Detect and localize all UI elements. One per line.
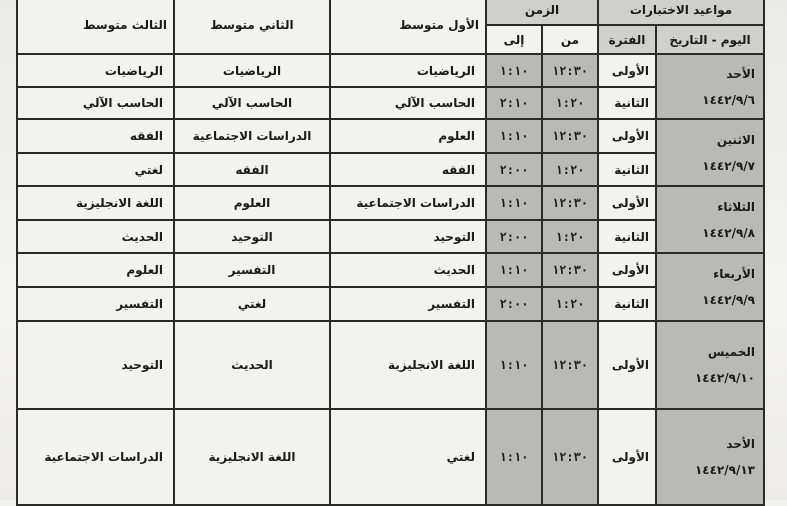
from-cell: ١:٢٠ bbox=[542, 220, 598, 253]
to-cell: ٢:٠٠ bbox=[486, 287, 542, 321]
grade1-subject: اللغة الانجليزية bbox=[330, 321, 486, 409]
table-row bbox=[17, 54, 764, 87]
grade2-subject: الحديث bbox=[174, 321, 330, 409]
grade3-subject: الحاسب الآلي bbox=[17, 87, 174, 119]
table-row bbox=[17, 119, 764, 153]
period-cell: الثانية bbox=[598, 220, 656, 253]
day-name: الاثنين bbox=[716, 132, 755, 147]
grade2-subject: العلوم bbox=[174, 186, 330, 220]
grade1-subject: التفسير bbox=[330, 287, 486, 321]
to-cell: ١:١٠ bbox=[486, 54, 542, 87]
table-row bbox=[17, 87, 764, 119]
to-cell: ١:١٠ bbox=[486, 186, 542, 220]
day-date: ١٤٤٢/٩/٩ bbox=[702, 293, 755, 307]
grade2-subject: الرياضيات bbox=[174, 54, 330, 87]
day-cell bbox=[656, 409, 764, 505]
day-name: الثلاثاء bbox=[717, 199, 755, 214]
from-cell: ١٢:٣٠ bbox=[542, 253, 598, 287]
header-period: الفترة bbox=[598, 25, 656, 54]
period-cell: الأولى bbox=[598, 54, 656, 87]
header-grade3: الثالث متوسط bbox=[17, 0, 174, 54]
header-to: إلى bbox=[486, 25, 542, 54]
grade3-subject: لغتي bbox=[17, 153, 174, 186]
table-row bbox=[17, 253, 764, 287]
day-date: ١٤٤٢/٩/٧ bbox=[702, 158, 755, 173]
to-cell: ٢:٠٠ bbox=[486, 153, 542, 186]
table-row bbox=[17, 287, 764, 321]
header-grade1: الأول متوسط bbox=[330, 0, 486, 54]
grade3-subject: الحديث bbox=[17, 220, 174, 253]
grade3-subject: الرياضيات bbox=[17, 54, 174, 87]
period-cell: الأولى bbox=[598, 253, 656, 287]
period-cell: الأولى bbox=[598, 321, 656, 409]
header-time: الزمن bbox=[486, 0, 598, 25]
from-cell: ١:٢٠ bbox=[542, 287, 598, 321]
table-row bbox=[17, 220, 764, 253]
period-cell: الثانية bbox=[598, 287, 656, 321]
grade2-subject: الحاسب الآلي bbox=[174, 87, 330, 119]
day-cell bbox=[656, 253, 764, 321]
table-row bbox=[17, 186, 764, 220]
table-row bbox=[17, 321, 764, 409]
day-name: الخميس bbox=[707, 345, 755, 359]
header-from: من bbox=[542, 25, 598, 54]
day-cell bbox=[656, 119, 764, 186]
header-day-date: اليوم - التاريخ bbox=[656, 25, 764, 54]
day-date: ١٤٤٢/٩/١٣ bbox=[694, 463, 755, 477]
grade1-subject: الدراسات الاجتماعية bbox=[330, 186, 486, 220]
header-row-top bbox=[17, 0, 764, 25]
grade2-subject: اللغة الانجليزية bbox=[174, 409, 330, 505]
grade2-subject: الفقه bbox=[174, 153, 330, 186]
grade3-subject: الفقه bbox=[17, 119, 174, 153]
table-row bbox=[17, 409, 764, 505]
grade1-subject: العلوم bbox=[330, 119, 486, 153]
to-cell: ١:١٠ bbox=[486, 321, 542, 409]
day-name: الأربعاء bbox=[713, 267, 755, 281]
period-cell: الأولى bbox=[598, 186, 656, 220]
from-cell: ١٢:٣٠ bbox=[542, 186, 598, 220]
grade1-subject: لغتي bbox=[330, 409, 486, 505]
exam-schedule-table bbox=[16, 0, 765, 506]
day-date: ١٤٤٢/٩/٨ bbox=[702, 225, 755, 240]
grade1-subject: التوحيد bbox=[330, 220, 486, 253]
table-row bbox=[17, 153, 764, 186]
day-cell bbox=[656, 321, 764, 409]
grade2-subject: التفسير bbox=[174, 253, 330, 287]
grade1-subject: الحاسب الآلي bbox=[330, 87, 486, 119]
grade2-subject: لغتي bbox=[174, 287, 330, 321]
grade1-subject: الفقه bbox=[330, 153, 486, 186]
header-exam-dates: مواعيد الاختبارات bbox=[598, 0, 764, 25]
to-cell: ١:١٠ bbox=[486, 409, 542, 505]
day-date: ١٤٤٢/٩/١٠ bbox=[694, 371, 755, 385]
period-cell: الثانية bbox=[598, 87, 656, 119]
grade3-subject: الدراسات الاجتماعية bbox=[17, 409, 174, 505]
period-cell: الأولى bbox=[598, 409, 656, 505]
from-cell: ١:٢٠ bbox=[542, 87, 598, 119]
period-cell: الثانية bbox=[598, 153, 656, 186]
to-cell: ١:١٠ bbox=[486, 253, 542, 287]
from-cell: ١٢:٣٠ bbox=[542, 321, 598, 409]
grade1-subject: الحديث bbox=[330, 253, 486, 287]
grade1-subject: الرياضيات bbox=[330, 54, 486, 87]
grade3-subject: اللغة الانجليزية bbox=[17, 186, 174, 220]
header-grade2: الثاني متوسط bbox=[174, 0, 330, 54]
day-cell bbox=[656, 54, 764, 119]
from-cell: ١٢:٣٠ bbox=[542, 409, 598, 505]
to-cell: ٢:١٠ bbox=[486, 87, 542, 119]
day-date: ١٤٤٢/٩/٦ bbox=[702, 92, 755, 107]
grade2-subject: الدراسات الاجتماعية bbox=[174, 119, 330, 153]
day-cell bbox=[656, 186, 764, 253]
to-cell: ١:١٠ bbox=[486, 119, 542, 153]
from-cell: ١٢:٣٠ bbox=[542, 119, 598, 153]
from-cell: ١٢:٣٠ bbox=[542, 54, 598, 87]
from-cell: ١:٢٠ bbox=[542, 153, 598, 186]
grade2-subject: التوحيد bbox=[174, 220, 330, 253]
period-cell: الأولى bbox=[598, 119, 656, 153]
to-cell: ٢:٠٠ bbox=[486, 220, 542, 253]
day-name: الأحد bbox=[726, 437, 755, 451]
day-name: الأحد bbox=[726, 66, 755, 81]
grade3-subject: العلوم bbox=[17, 253, 174, 287]
grade3-subject: التفسير bbox=[17, 287, 174, 321]
grade3-subject: التوحيد bbox=[17, 321, 174, 409]
